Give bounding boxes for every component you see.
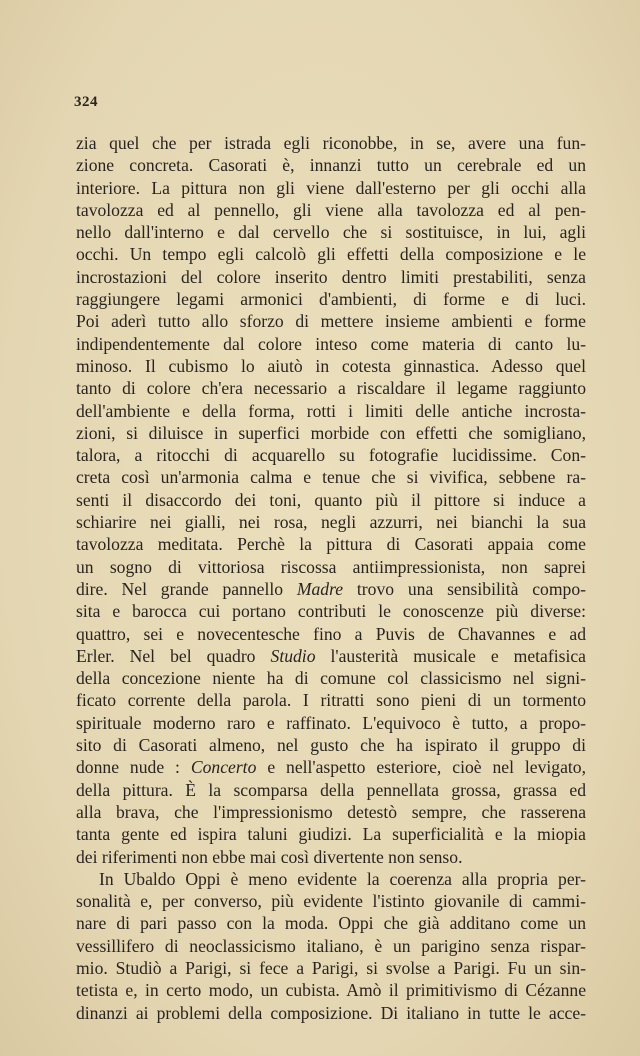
line-text: creta così un'armonia calma e tenue che si vivifica, sebbene ra- <box>76 467 586 488</box>
line-text: della concezione niente ha di comune col classicismo nel signi- <box>76 668 586 689</box>
line-text: schiarire nei gialli, nei rosa, negli azzurri, nei bianchi la sua <box>76 512 586 533</box>
line-text: mio. Studiò a Parigi, si fece a Parigi, si svolse a Parigi. Fu un sin- <box>76 957 586 978</box>
text-line <box>76 199 586 221</box>
text-line <box>76 533 586 555</box>
line-text: zia quel che per istrada egli riconobbe, in se, avere una fun- <box>76 133 586 153</box>
line-text: tanta gente ed ispira taluni giudizi. La superficialità e la miopia <box>76 824 586 845</box>
line-text: sonalità e, per converso, più evidente l'istinto giovanile di cammi- <box>76 891 586 912</box>
line-text: e nell'aspetto esteriore, cioè nel levigato, <box>267 757 586 778</box>
line-text: tavolozza ed al pennello, gli viene alla tavolozza ed al pen- <box>76 199 586 220</box>
line-text: nello dall'interno e dal cervello che si sostituisce, in lui, agli <box>76 222 586 243</box>
line-text: alla brava, che l'impressionismo detestò sempre, che rasserena <box>76 801 586 822</box>
text-line <box>76 444 586 466</box>
text-line <box>76 422 586 444</box>
text-line <box>76 846 586 868</box>
text-line <box>76 779 586 801</box>
line-text: dell'ambiente e della forma, rotti i limiti delle antiche incrosta- <box>76 400 586 421</box>
page-number: 324 <box>74 94 98 110</box>
text-line <box>76 177 586 199</box>
italic-title: Concerto <box>190 757 257 778</box>
text-line <box>76 466 586 488</box>
text-line <box>76 578 586 600</box>
italic-title: Studio <box>270 645 316 666</box>
text-line <box>76 310 586 332</box>
text-line <box>76 266 586 288</box>
line-text: sita e barocca cui portano contributi le conoscenze più diverse: <box>76 601 586 622</box>
line-text: Poi aderì tutto allo sforzo di mettere insieme ambienti e forme <box>76 311 586 332</box>
line-text: tetista e, in certo modo, un cubista. Amò il primitivismo di Cézanne <box>76 980 586 1001</box>
text-line <box>76 154 586 176</box>
line-text: ficato corrente della parola. I ritratti sono pieni di un tormento <box>76 690 586 711</box>
text-line <box>76 489 586 511</box>
text-line <box>76 377 586 399</box>
line-text: indipendentemente dal colore inteso come materia di canto lu- <box>76 333 586 354</box>
line-text: dire. Nel grande pannello <box>76 578 284 599</box>
line-text: quattro, sei e novecentesche fino a Puvis de Chavannes e ad <box>76 623 586 644</box>
line-text: dei riferimenti non ebbe mai così divertente non senso. <box>76 846 463 867</box>
italic-title: Madre <box>296 578 344 599</box>
text-line <box>76 333 586 355</box>
text-line <box>76 957 586 979</box>
line-text: l'austerità musicale e metafisica <box>330 645 586 666</box>
line-text: nare di pari passo con la moda. Oppi che già additano come un <box>76 913 586 934</box>
text-line <box>76 890 586 912</box>
line-text: tanto di colore ch'era necessario a riscaldare il legame raggiunto <box>76 378 586 399</box>
line-text: interiore. La pittura non gli viene dall'esterno per gli occhi alla <box>76 177 586 198</box>
text-line <box>76 1002 586 1024</box>
line-text: Erler. Nel bel quadro <box>76 645 256 666</box>
text-line <box>76 243 586 265</box>
line-text: spirituale moderno raro e raffinato. L'equivoco è tutto, a propo- <box>76 712 586 733</box>
line-text: In Ubaldo Oppi è meno evidente la coerenza alla propria per- <box>99 868 586 889</box>
text-line <box>76 221 586 243</box>
line-text: incrostazioni del colore inserito dentro limiti prestabiliti, senza <box>76 266 586 287</box>
line-text: vessillifero di neoclassicismo italiano, è un parigino senza rispar- <box>76 935 586 956</box>
text-line <box>76 935 586 957</box>
line-text: un sogno di vittoriosa riscossa antiimpressionista, non saprei <box>76 556 586 577</box>
text-line <box>76 355 586 377</box>
text-line <box>76 400 586 422</box>
text-line <box>76 712 586 734</box>
line-text: senti il disaccordo dei toni, quanto più il pittore si induce a <box>76 489 586 510</box>
line-text: della pittura. È la scomparsa della pennellata grossa, grassa ed <box>76 779 586 800</box>
line-text: zioni, si diluisce in superfici morbide con effetti che somigliano, <box>76 422 586 443</box>
text-line <box>76 801 586 823</box>
line-text: donne nude : <box>76 757 180 778</box>
text-line <box>76 288 586 310</box>
text-line <box>76 912 586 934</box>
line-text: minoso. Il cubismo lo aiutò in cotesta ginnastica. Adesso quel <box>76 355 586 376</box>
text-line <box>76 734 586 756</box>
line-text: dinanzi ai problemi della composizione. Di italiano in tutte le acce- <box>76 1002 586 1023</box>
text-line <box>76 645 586 667</box>
line-text: sito di Casorati almeno, nel gusto che ha ispirato il gruppo di <box>76 735 586 756</box>
text-line <box>76 689 586 711</box>
text-line <box>76 979 586 1001</box>
text-line <box>76 868 586 890</box>
body-text <box>76 132 586 1024</box>
line-text: talora, a ritocchi di acquarello su fotografie lucidissime. Con- <box>76 445 586 466</box>
line-text: zione concreta. Casorati è, innanzi tutto un cerebrale ed un <box>76 155 586 176</box>
text-line <box>76 556 586 578</box>
text-line <box>76 511 586 533</box>
text-line <box>76 667 586 689</box>
text-line <box>76 823 586 845</box>
text-line <box>76 600 586 622</box>
line-text: occhi. Un tempo egli calcolò gli effetti della composizione e le <box>76 244 586 265</box>
line-text: trovo una sensibilità compo- <box>356 578 586 599</box>
text-line <box>76 132 586 154</box>
text-line <box>76 756 586 778</box>
text-line <box>76 623 586 645</box>
line-text: tavolozza meditata. Perchè la pittura di Casorati appaia come <box>76 534 586 555</box>
line-text: raggiungere legami armonici d'ambienti, di forme e di luci. <box>76 289 586 310</box>
